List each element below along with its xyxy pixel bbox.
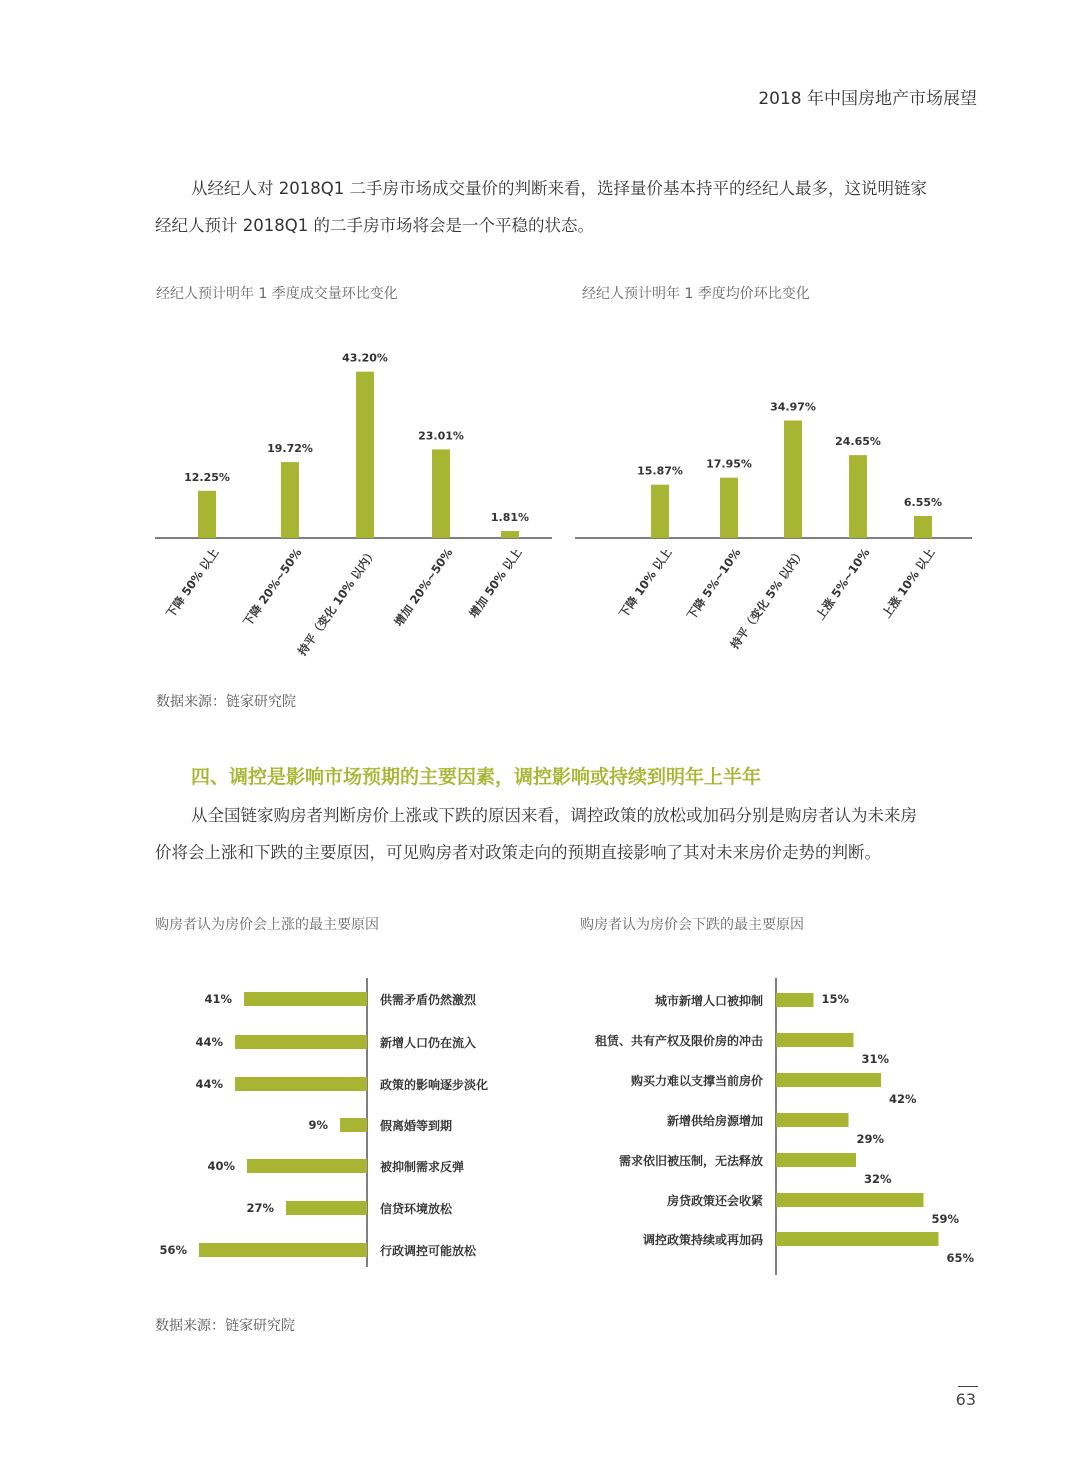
price-chart-bar bbox=[720, 478, 738, 538]
fall-chart-category-label: 需求依旧被压制，无法释放 bbox=[618, 1154, 763, 1168]
fall-chart-category-label: 房贷政策还会收紧 bbox=[666, 1194, 763, 1208]
rise-chart-value-label: 44% bbox=[195, 1077, 223, 1091]
fall-chart-value-label: 29% bbox=[856, 1132, 885, 1146]
data-source-bottom: 数据来源：链家研究院 bbox=[155, 1318, 295, 1334]
fall-chart-bar bbox=[776, 1153, 856, 1167]
fall-chart-category-label: 调控政策持续或再加码 bbox=[642, 1233, 763, 1247]
fall-chart-category-label: 租赁、共有产权及限价房的冲击 bbox=[594, 1034, 763, 1048]
price-chart-category-label: 上涨 10% 以上 bbox=[879, 545, 938, 621]
volume-chart-category-label: 下降 20%~50% bbox=[240, 545, 305, 629]
rise-chart-category-label: 新增人口仍在流入 bbox=[380, 1036, 477, 1050]
chart2-title: 经纪人预计明年 1 季度均价环比变化 bbox=[582, 286, 810, 302]
price-chart-value-label: 24.65% bbox=[835, 435, 881, 449]
volume-chart-bar bbox=[432, 449, 450, 538]
fall-chart-value-label: 42% bbox=[889, 1092, 917, 1106]
price-chart-bar bbox=[914, 516, 932, 538]
volume-chart-value-label: 43.20% bbox=[342, 351, 388, 365]
rise-chart-category-label: 行政调控可能放松 bbox=[380, 1244, 477, 1258]
fall-chart-category-label: 新增供给房源增加 bbox=[666, 1114, 763, 1128]
volume-chart-value-label: 23.01% bbox=[418, 429, 464, 443]
volume-chart-category-label: 持平（变化 10% 以内） bbox=[294, 545, 380, 659]
volume-chart-bar bbox=[281, 462, 299, 538]
rise-chart-category-label: 被抑制需求反弹 bbox=[380, 1160, 465, 1174]
rise-reasons-chart bbox=[145, 975, 565, 1275]
volume-chart-value-label: 12.25% bbox=[184, 470, 230, 484]
data-source-top: 数据来源：链家研究院 bbox=[156, 694, 296, 710]
fall-chart-value-label: 65% bbox=[946, 1251, 975, 1265]
volume-chart-bar bbox=[198, 491, 216, 538]
price-chart-value-label: 17.95% bbox=[706, 457, 752, 471]
price-change-chart bbox=[570, 380, 980, 660]
price-chart-bar bbox=[849, 455, 867, 538]
fall-chart-value-label: 59% bbox=[931, 1212, 960, 1226]
chart4-title: 购房者认为房价会下跌的最主要原因 bbox=[580, 917, 804, 933]
rise-chart-category-label: 政策的影响逐步淡化 bbox=[380, 1078, 489, 1092]
price-chart-value-label: 6.55% bbox=[903, 495, 943, 509]
intro-line-1: 从经纪人对 2018Q1 二手房市场成交量价的判断来看，选择量价基本持平的经纪人最多，这说明链家 bbox=[191, 179, 927, 198]
fall-chart-category-label: 城市新增人口被抑制 bbox=[654, 994, 763, 1008]
rise-chart-category-label: 信贷环境放松 bbox=[380, 1202, 453, 1216]
rise-chart-bar bbox=[199, 1243, 367, 1257]
intro-paragraph bbox=[155, 170, 985, 244]
price-chart-category-label: 持平（变化 5% 以内） bbox=[727, 545, 808, 652]
fall-chart-bar bbox=[776, 993, 814, 1007]
rise-chart-value-label: 9% bbox=[308, 1118, 328, 1132]
price-chart-bar bbox=[784, 421, 802, 538]
volume-change-chart bbox=[150, 340, 560, 660]
fall-chart-category-label: 购买力难以支撑当前房价 bbox=[630, 1074, 763, 1088]
fall-chart-value-label: 31% bbox=[861, 1052, 890, 1066]
fall-chart-bar bbox=[776, 1193, 924, 1207]
rise-chart-bar bbox=[340, 1118, 367, 1132]
rise-chart-bar bbox=[286, 1201, 367, 1215]
fall-chart-value-label: 32% bbox=[864, 1172, 892, 1186]
rise-chart-bar bbox=[235, 1035, 367, 1049]
rise-chart-value-label: 44% bbox=[195, 1035, 223, 1049]
rise-chart-value-label: 41% bbox=[204, 992, 232, 1006]
section-heading: 四、调控是影响市场预期的主要因素，调控影响或持续到明年上半年 bbox=[191, 766, 762, 788]
fall-chart-bar bbox=[776, 1232, 939, 1246]
price-chart-category-label: 上涨 5%~10% bbox=[812, 545, 873, 623]
volume-chart-category-label: 增加 20%~50% bbox=[391, 545, 456, 629]
volume-chart-value-label: 1.81% bbox=[490, 511, 530, 525]
chart3-title: 购房者认为房价会上涨的最主要原因 bbox=[155, 917, 379, 933]
report-title: 2018 年中国房地产市场展望 bbox=[758, 89, 977, 109]
rise-chart-value-label: 56% bbox=[159, 1243, 187, 1257]
fall-chart-bar bbox=[776, 1113, 849, 1127]
rise-chart-value-label: 40% bbox=[207, 1159, 235, 1173]
price-chart-bar bbox=[651, 485, 669, 538]
volume-chart-category-label: 下降 50% 以上 bbox=[163, 545, 222, 621]
rise-chart-category-label: 假离婚等到期 bbox=[380, 1119, 453, 1133]
fall-chart-bar bbox=[776, 1033, 854, 1047]
page-number: 63 bbox=[955, 1390, 976, 1409]
rise-chart-value-label: 27% bbox=[246, 1201, 274, 1215]
section-line-1: 从全国链家购房者判断房价上涨或下跌的原因来看，调控政策的放松或加码分别是购房者认为未来房 bbox=[191, 806, 917, 825]
price-chart-value-label: 34.97% bbox=[770, 400, 816, 414]
rise-chart-bar bbox=[247, 1159, 367, 1173]
volume-chart-bar bbox=[356, 372, 374, 538]
rise-chart-bar bbox=[235, 1077, 367, 1091]
volume-chart-value-label: 19.72% bbox=[267, 442, 313, 456]
volume-chart-bar bbox=[501, 531, 519, 538]
page-number-rule bbox=[958, 1386, 978, 1387]
chart1-title: 经纪人预计明年 1 季度成交量环比变化 bbox=[156, 286, 398, 302]
fall-chart-bar bbox=[776, 1073, 881, 1087]
volume-chart-category-label: 增加 50% 以上 bbox=[466, 545, 525, 621]
rise-chart-bar bbox=[244, 992, 367, 1006]
fall-reasons-chart bbox=[575, 975, 995, 1275]
intro-line-2: 经纪人预计 2018Q1 的二手房市场将会是一个平稳的状态。 bbox=[155, 216, 594, 235]
section-line-2: 价将会上涨和下跌的主要原因，可见购房者对政策走向的预期直接影响了其对未来房价走势的判断。 bbox=[155, 843, 881, 862]
price-chart-category-label: 下降 5%~10% bbox=[683, 545, 744, 623]
section-paragraph bbox=[155, 797, 985, 871]
price-chart-category-label: 下降 10% 以上 bbox=[616, 545, 675, 621]
price-chart-value-label: 15.87% bbox=[637, 464, 683, 478]
rise-chart-category-label: 供需矛盾仍然激烈 bbox=[380, 993, 477, 1007]
fall-chart-value-label: 15% bbox=[821, 992, 850, 1006]
